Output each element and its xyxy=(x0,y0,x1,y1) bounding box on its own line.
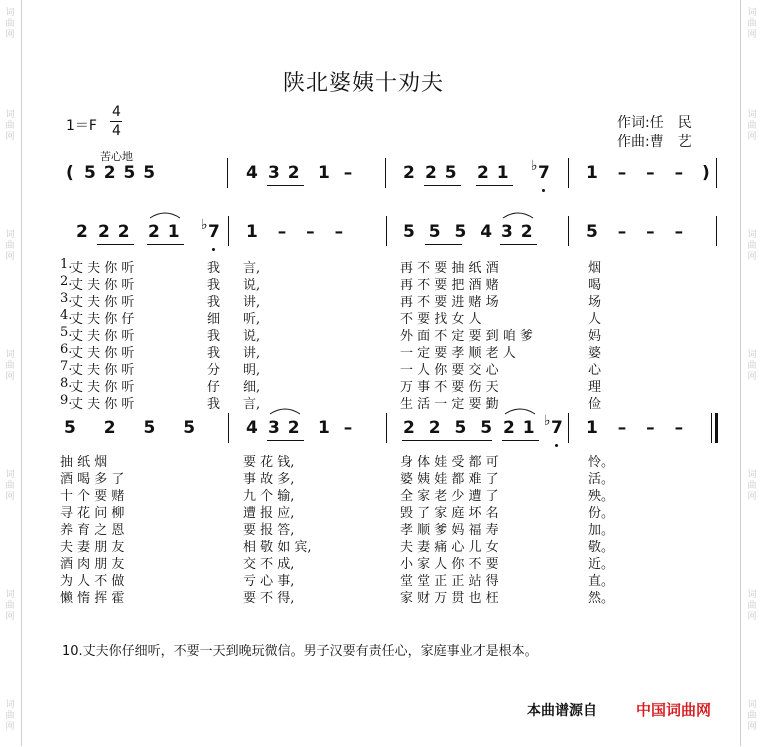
verse1-line-3-d: 再 不 要 进 赌 场 xyxy=(400,295,499,310)
flat-sign: ♭ xyxy=(201,217,208,233)
s3-m3-slur-eighths: 2 1 xyxy=(503,418,535,438)
verse1-line-7-num: 7. xyxy=(60,359,73,374)
verse2-line-1-b: 要 花 钱, xyxy=(243,455,295,470)
s3-m2-rest: 1 – xyxy=(318,418,353,438)
barline xyxy=(228,216,229,246)
verse2-line-8-a: 为 人 不 做 xyxy=(60,574,125,589)
watermark-right: 词曲网 xyxy=(747,230,757,262)
watermark-right: 词曲网 xyxy=(747,590,757,622)
slur xyxy=(148,208,182,220)
verse2-line-5-a: 养 育 之 恩 xyxy=(60,523,125,538)
verse2-line-6-b: 相 敬 如 宾, xyxy=(243,540,312,555)
source-credit: 本曲谱源自 xyxy=(527,703,597,719)
verse1-line-4-e: 人 xyxy=(588,312,602,327)
beam xyxy=(476,185,513,186)
verse1-line-8-d: 万 事 不 要 伤 天 xyxy=(400,380,499,395)
verse1-line-6-d: 一 定 要 孝 顺 老 人 xyxy=(400,346,516,361)
verse1-line-9-c: 言, xyxy=(243,397,261,412)
s1-m2-eighths: 3 2 xyxy=(268,163,300,183)
verse1-line-5-num: 5. xyxy=(60,325,73,340)
beam xyxy=(424,185,461,186)
verse1-line-8-b: 仔 xyxy=(207,380,221,395)
s2-m3-notes: 5 5 5 4 xyxy=(403,222,493,242)
verse-10-text: 10.丈夫你仔细听，不要一天到晚玩微信。男子汉要有责任心，家庭事业才是根本。 xyxy=(62,644,538,659)
verse2-line-4-b: 遭 报 应, xyxy=(243,506,295,521)
lyricist: 作词:任 民 xyxy=(617,115,692,131)
verse1-line-7-c: 明, xyxy=(243,363,261,378)
s2-m1-low-seven: 7 xyxy=(208,222,220,242)
barline xyxy=(568,216,569,246)
verse2-line-2-d: 活。 xyxy=(588,472,615,487)
s2-measure2: 1 – – – xyxy=(246,222,344,242)
verse2-line-4-c: 毁 了 家 庭 坏 名 xyxy=(400,506,499,521)
verse1-line-1-b: 我 xyxy=(207,261,221,276)
verse1-line-4-c: 听, xyxy=(243,312,261,327)
final-barline-thin xyxy=(711,413,712,443)
verse1-line-9-e: 俭 xyxy=(588,397,602,412)
verse1-line-8-a: 丈 夫 你 听 xyxy=(70,380,135,395)
slur xyxy=(503,404,537,416)
verse2-line-6-a: 夫 妻 朋 友 xyxy=(60,540,125,555)
barline xyxy=(386,216,387,246)
barline xyxy=(385,158,386,188)
verse2-line-7-b: 交 不 成, xyxy=(243,557,295,572)
s1-m3-eighths-b: 2 1 xyxy=(477,163,509,183)
s3-m3-low-seven: 7 xyxy=(551,418,563,438)
beam xyxy=(97,244,134,245)
verse2-line-7-d: 近。 xyxy=(588,557,615,572)
watermark-left: 词曲网 xyxy=(5,8,15,40)
verse2-line-1-c: 身 体 娃 受 都 可 xyxy=(400,455,499,470)
watermark-right: 词曲网 xyxy=(747,700,757,732)
verse2-line-9-b: 要 不 得, xyxy=(243,591,295,606)
verse1-line-1-d: 再 不 要 抽 纸 酒 xyxy=(400,261,499,276)
verse2-line-5-c: 孝 顺 爹 妈 福 寿 xyxy=(400,523,499,538)
flat-sign: ♭ xyxy=(531,158,538,174)
verse2-line-8-c: 堂 堂 正 正 站 得 xyxy=(400,574,499,589)
verse2-line-9-d: 然。 xyxy=(588,591,615,606)
low-octave-dot xyxy=(555,444,558,447)
verse2-line-7-a: 酒 肉 朋 友 xyxy=(60,557,125,572)
s1-m2-rest: 1 – xyxy=(318,163,353,183)
s1-measure1: 5 2 5 5 xyxy=(84,163,156,183)
verse1-line-2-num: 2. xyxy=(60,274,73,289)
verse1-line-1-num: 1. xyxy=(60,257,73,272)
verse1-line-2-a: 丈 夫 你 听 xyxy=(70,278,135,293)
barline xyxy=(568,413,569,443)
composer: 作曲:曹 艺 xyxy=(617,134,692,150)
watermark-right: 词曲网 xyxy=(747,8,757,40)
beam xyxy=(425,244,462,245)
verse1-line-3-num: 3. xyxy=(60,291,73,306)
time-signature-top: 4 xyxy=(112,104,121,120)
final-barline-thick xyxy=(715,413,718,443)
verse1-line-7-d: 一 人 你 要 交 心 xyxy=(400,363,499,378)
verse1-line-6-e: 婆 xyxy=(588,346,602,361)
expression-mark: 苦心地 xyxy=(100,150,133,163)
watermark-left: 词曲网 xyxy=(5,350,15,382)
watermark-right: 词曲网 xyxy=(747,470,757,502)
s3-m3-notes: 2 2 5 5 xyxy=(403,418,493,438)
verse1-line-2-c: 说, xyxy=(243,278,261,293)
key-signature: 1＝F xyxy=(66,118,97,134)
verse1-line-3-e: 场 xyxy=(588,295,602,310)
beam xyxy=(402,440,492,441)
verse1-line-2-d: 再 不 要 把 酒 赌 xyxy=(400,278,499,293)
verse2-line-6-d: 敬。 xyxy=(588,540,615,555)
barline xyxy=(227,158,228,188)
s3-m2-eighths: 3 2 xyxy=(268,418,300,438)
verse1-line-5-d: 外 面 不 定 要 到 咱 爹 xyxy=(400,329,533,344)
low-octave-dot xyxy=(212,248,215,251)
verse1-line-5-c: 说, xyxy=(243,329,261,344)
barline xyxy=(568,158,569,188)
beam xyxy=(500,244,537,245)
s3-m2-note: 4 xyxy=(246,418,258,438)
verse2-line-1-d: 怜。 xyxy=(588,455,615,470)
watermark-left: 词曲网 xyxy=(5,230,15,262)
watermark-left: 词曲网 xyxy=(5,700,15,732)
verse1-line-1-c: 言, xyxy=(243,261,261,276)
beam xyxy=(267,440,304,441)
watermark-left: 词曲网 xyxy=(5,470,15,502)
verse1-line-8-num: 8. xyxy=(60,376,73,391)
verse1-line-3-b: 我 xyxy=(207,295,221,310)
beam xyxy=(502,440,539,441)
verse1-line-5-e: 妈 xyxy=(588,329,602,344)
verse1-line-1-e: 烟 xyxy=(588,261,602,276)
verse2-line-9-c: 家 财 万 贯 也 枉 xyxy=(400,591,499,606)
verse2-line-3-b: 九 个 输, xyxy=(243,489,295,504)
verse1-line-1-a: 丈 夫 你 听 xyxy=(70,261,135,276)
s3-measure4: 1 – – – xyxy=(586,418,684,438)
verse1-line-9-b: 我 xyxy=(207,397,221,412)
time-signature-bottom: 4 xyxy=(112,123,121,139)
verse1-line-7-a: 丈 夫 你 听 xyxy=(70,363,135,378)
verse2-line-4-d: 份。 xyxy=(588,506,615,521)
verse1-line-9-d: 生 活 一 定 要 勤 xyxy=(400,397,499,412)
barline xyxy=(716,216,717,246)
verse1-line-8-e: 理 xyxy=(588,380,602,395)
beam xyxy=(147,244,184,245)
s2-m3-slur-eighths: 3 2 xyxy=(501,222,533,242)
verse1-line-9-a: 丈 夫 你 听 xyxy=(70,397,135,412)
song-title: 陕北婆姨十劝夫 xyxy=(283,71,445,96)
verse1-line-3-c: 讲, xyxy=(243,295,261,310)
verse1-line-6-a: 丈 夫 你 听 xyxy=(70,346,135,361)
verse2-line-6-c: 夫 妻 痛 心 儿 女 xyxy=(400,540,499,555)
low-octave-dot xyxy=(542,189,545,192)
verse2-line-2-a: 酒 喝 多 了 xyxy=(60,472,125,487)
verse2-line-7-c: 小 家 人 你 不 要 xyxy=(400,557,499,572)
verse1-line-2-b: 我 xyxy=(207,278,221,293)
verse2-line-2-b: 事 故 多, xyxy=(243,472,295,487)
verse2-line-9-a: 懒 惰 挥 霍 xyxy=(60,591,125,606)
verse1-line-8-c: 细, xyxy=(243,380,261,395)
verse2-line-3-a: 十 个 要 赌 xyxy=(60,489,125,504)
s1-measure4: 1 – – – xyxy=(586,163,684,183)
verse1-line-6-b: 我 xyxy=(207,346,221,361)
verse1-line-3-a: 丈 夫 你 听 xyxy=(70,295,135,310)
verse1-line-4-d: 不 要 找 女 人 xyxy=(400,312,482,327)
verse1-line-4-a: 丈 夫 你 仔 xyxy=(70,312,135,327)
barline xyxy=(228,413,229,443)
barline xyxy=(386,413,387,443)
verse1-line-6-c: 讲, xyxy=(243,346,261,361)
slur xyxy=(501,208,535,220)
s3-measure1: 5 2 5 5 xyxy=(64,418,196,438)
watermark-left: 词曲网 xyxy=(5,590,15,622)
s1-m2-note: 4 xyxy=(246,163,258,183)
s2-m1-slur-eighths: 2 1 xyxy=(148,222,180,242)
s2-m1-note: 2 xyxy=(76,222,88,242)
verse2-line-2-c: 婆 姨 娃 都 难 了 xyxy=(400,472,499,487)
verse1-line-4-num: 4. xyxy=(60,308,73,323)
verse1-line-6-num: 6. xyxy=(60,342,73,357)
s2-measure4: 5 – – – xyxy=(586,222,684,242)
verse2-line-4-a: 寻 花 问 柳 xyxy=(60,506,125,521)
s1-m3-note: 2 xyxy=(403,163,415,183)
verse1-line-5-a: 丈 夫 你 听 xyxy=(70,329,135,344)
watermark-left: 词曲网 xyxy=(5,110,15,142)
verse1-line-2-e: 喝 xyxy=(588,278,602,293)
verse2-line-5-b: 要 报 答, xyxy=(243,523,295,538)
open-paren: ( xyxy=(66,163,74,183)
slur xyxy=(268,404,302,416)
verse1-line-5-b: 我 xyxy=(207,329,221,344)
s1-m3-eighths-a: 2 5 xyxy=(425,163,457,183)
watermark-right: 词曲网 xyxy=(747,350,757,382)
verse2-line-1-a: 抽 纸 烟 xyxy=(60,455,108,470)
site-name-link[interactable]: 中国词曲网 xyxy=(636,701,712,719)
verse1-line-9-num: 9. xyxy=(60,393,73,408)
s2-m1-eighths: 2 2 xyxy=(98,222,130,242)
verse1-line-7-e: 心 xyxy=(588,363,602,378)
barline xyxy=(716,158,717,188)
verse2-line-5-d: 加。 xyxy=(588,523,615,538)
time-signature-line xyxy=(110,121,122,122)
verse2-line-3-d: 殃。 xyxy=(588,489,615,504)
verse2-line-8-b: 亏 心 事, xyxy=(243,574,295,589)
verse1-line-4-b: 细 xyxy=(207,312,221,327)
verse1-line-7-b: 分 xyxy=(207,363,221,378)
verse2-line-8-d: 直。 xyxy=(588,574,615,589)
flat-sign: ♭ xyxy=(544,413,551,429)
verse2-line-3-c: 全 家 老 少 遭 了 xyxy=(400,489,499,504)
beam xyxy=(267,185,304,186)
watermark-right: 词曲网 xyxy=(747,110,757,142)
s1-m3-low-seven: 7 xyxy=(538,163,550,183)
close-paren: ) xyxy=(702,163,710,183)
